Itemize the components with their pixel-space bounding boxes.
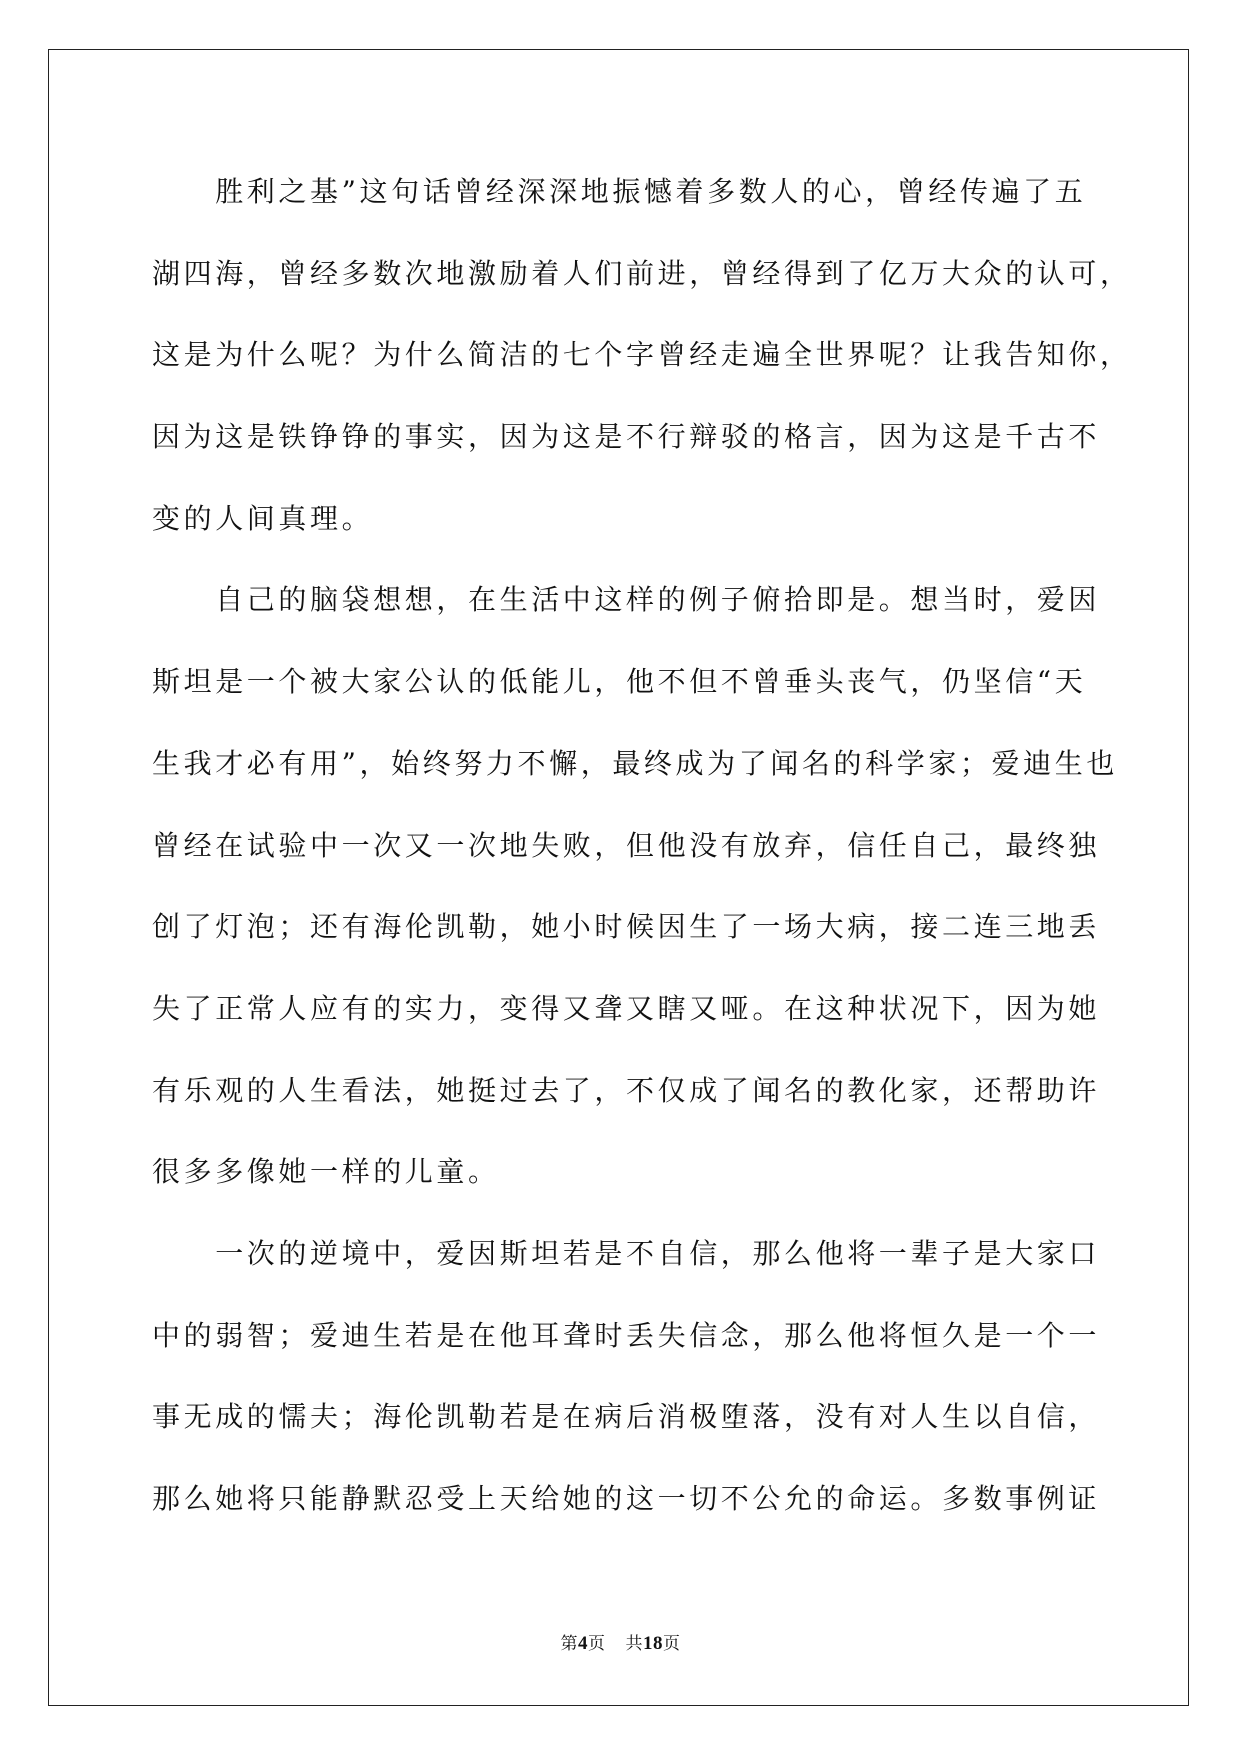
page-footer: [0, 1629, 1241, 1655]
page-prefix: 第: [560, 1634, 578, 1654]
text-line: 曾经在试验中一次又一次地失败，但他没有放弃，信任自己，最终独: [152, 828, 1101, 862]
text-line: 很多多像她一样的儿童。: [152, 1155, 500, 1189]
text-line: 有乐观的人生看法，她挺过去了，不仅成了闻名的教化家，还帮助许: [152, 1073, 1101, 1107]
page-suffix: 页: [588, 1634, 606, 1654]
page-number: 4: [578, 1633, 588, 1654]
text-line: 这是为什么呢？为什么简洁的七个字曾经走遍全世界呢？让我告知你，: [152, 338, 1132, 372]
document-body: [152, 151, 1132, 1540]
total-prefix: 共: [625, 1634, 643, 1654]
text-line: 创了灯泡；还有海伦凯勒，她小时候因生了一场大病，接二连三地丢: [152, 910, 1101, 944]
text-line: 因为这是铁铮铮的事实，因为这是不行辩驳的格言，因为这是千古不: [152, 420, 1101, 454]
text-line: 胜利之基”这句话曾经深深地振憾着多数人的心，曾经传遍了五: [152, 175, 1087, 208]
text-line: 失了正常人应有的实力，变得又聋又瞎又哑。在这种状况下，因为她: [152, 991, 1101, 1025]
text-line: 变的人间真理。: [152, 501, 374, 535]
text-line: 中的弱智；爱迪生若是在他耳聋时丢失信念，那么他将恒久是一个一: [152, 1318, 1101, 1352]
total-suffix: 页: [663, 1634, 681, 1654]
total-pages: 18: [643, 1633, 663, 1654]
text-line: 一次的逆境中，爱因斯坦若是不自信，那么他将一辈子是大家口: [152, 1236, 1101, 1270]
text-line: 那么她将只能静默忍受上天给她的这一切不公允的命运。多数事例证: [152, 1482, 1101, 1515]
text-line: 生我才必有用”，始终努力不懈，最终成为了闻名的科学家；爱迪生也: [152, 746, 1118, 780]
text-line: 斯坦是一个被大家公认的低能儿，他不但不曾垂头丧气，仍坚信“天: [152, 665, 1087, 699]
text-line: 自己的脑袋想想，在生活中这样的例子俯拾即是。想当时，爱因: [152, 583, 1101, 617]
text-line: 湖四海，曾经多数次地激励着人们前进，曾经得到了亿万大众的认可，: [152, 256, 1132, 290]
text-line: 事无成的懦夫；海伦凯勒若是在病后消极堕落，没有对人生以自信，: [152, 1400, 1101, 1434]
